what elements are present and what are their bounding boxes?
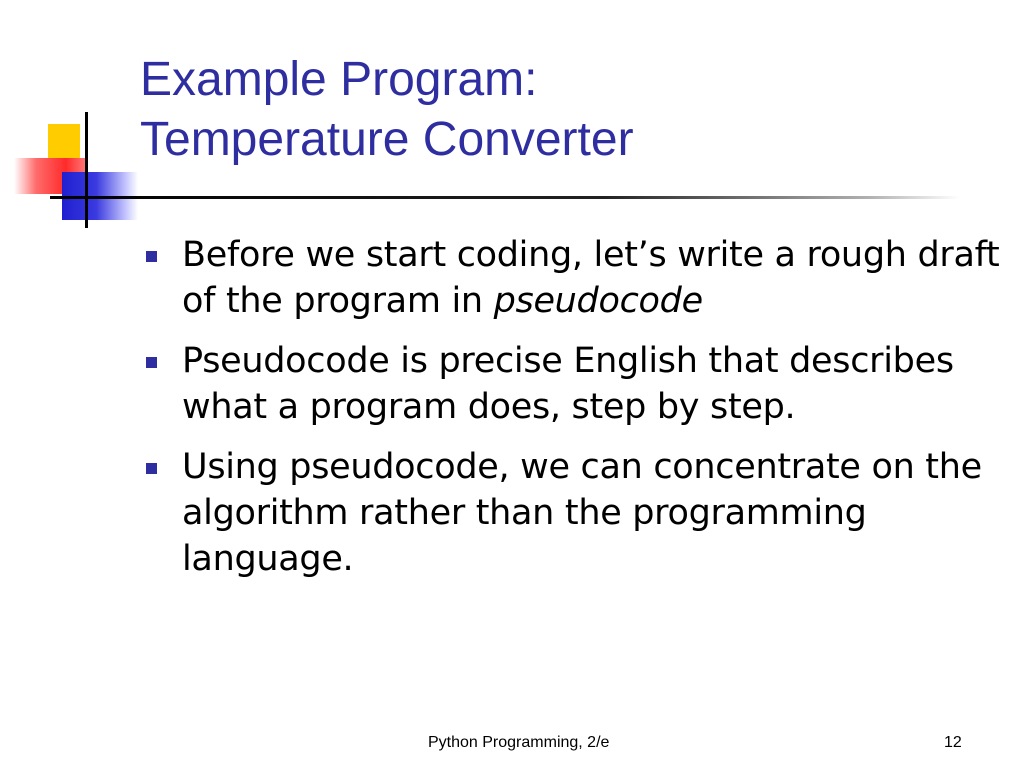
bullet-square-icon [146,251,157,262]
bullet-item [140,232,1010,324]
bullet-text: Using pseudocode, we can concentrate on the algorithm rather than the programming language. [182,447,982,579]
bullet-square-icon [146,357,157,368]
footer-text: Python Programming, 2/e [428,734,610,751]
bullet-item [140,444,1010,582]
title-line-2: Temperature Converter [140,113,634,166]
bullet-text: Pseudocode is precise English that describes what a program does, step by step. [182,341,954,427]
bullet-item [140,338,1010,430]
page-number: 12 [944,734,962,751]
title-line-1: Example Program: [140,53,538,106]
slide-title [140,50,1000,170]
title-underline [70,196,960,199]
bullet-text: Before we start coding, let’s write a rough draft of the program in [182,235,1000,321]
bullet-square-icon [146,463,157,474]
bullet-emphasis: pseudocode [493,281,703,321]
bullet-list [140,232,1010,596]
decorative-logo [0,0,150,240]
vertical-rule-decoration [85,112,88,228]
